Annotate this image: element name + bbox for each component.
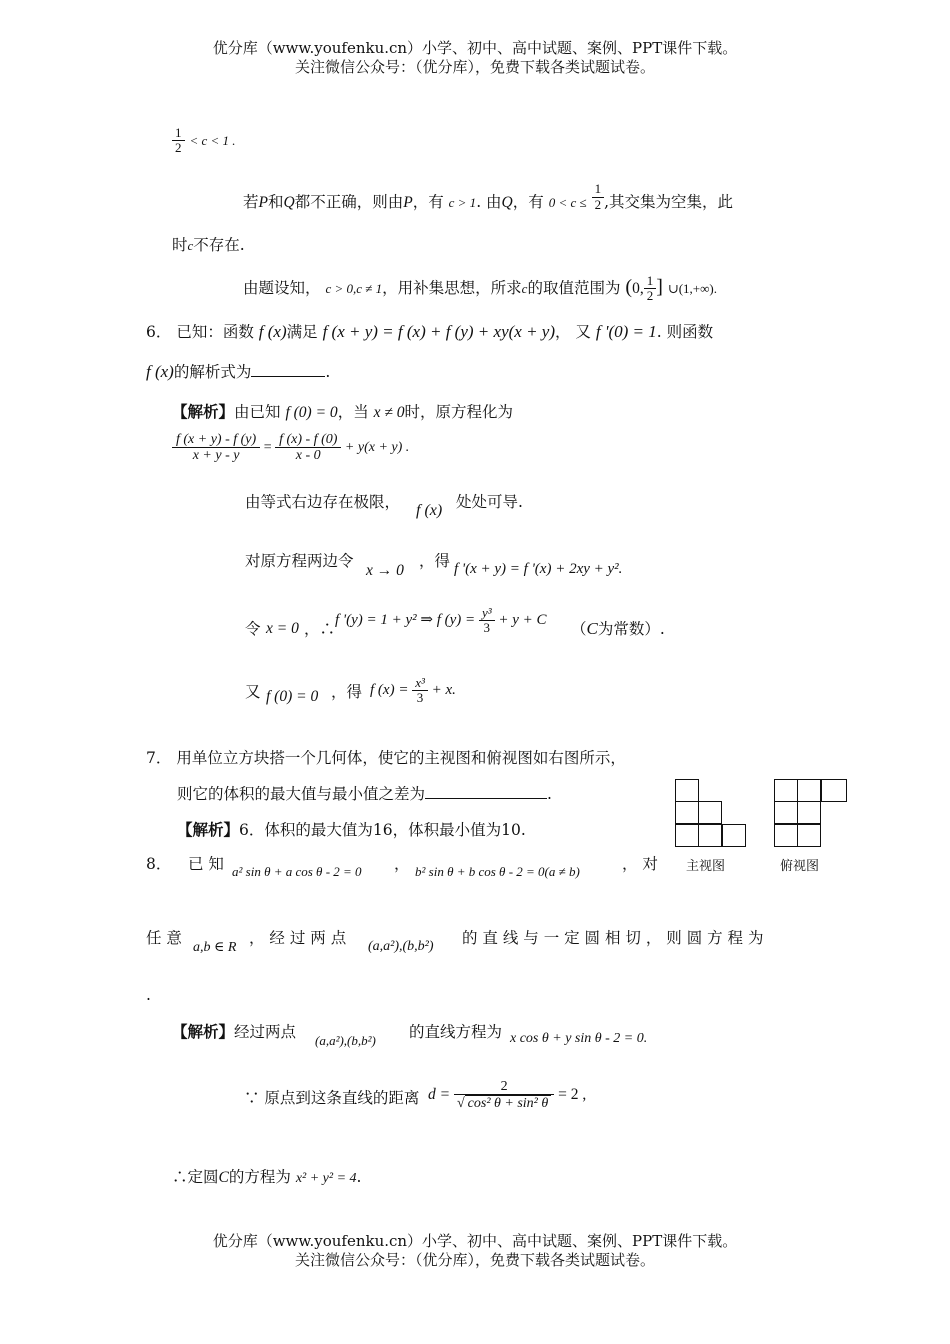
q6-antiderivative (335, 606, 547, 636)
math: f (x) (258, 322, 287, 341)
math: f (x + y) = f (x) + f (y) + xy(x + y) (322, 322, 555, 341)
q7-solution (177, 818, 526, 840)
q8-circle (172, 1165, 361, 1187)
text: ∵ 原点到这条直线的距离 (244, 1089, 420, 1107)
text: 任 意 (146, 929, 182, 947)
solution-label: 【解析】 (177, 820, 240, 839)
text: 和 (267, 193, 284, 211)
text: ，得 (419, 552, 451, 570)
q6-stem-2 (146, 360, 330, 382)
text: . (325, 363, 331, 381)
frac-num: 2 (454, 1079, 554, 1095)
text: 处处可导. (456, 493, 523, 511)
math: x cos θ + y sin θ - 2 = 0 (510, 1031, 644, 1046)
text: （ (571, 620, 587, 638)
text: 的方程为 (228, 1168, 291, 1186)
math: f '(x + y) = f '(x) + 2xy + y² (454, 561, 619, 577)
eq-sign: = (263, 440, 272, 456)
frac-den: 2 (646, 288, 654, 304)
top-view-cube (797, 824, 821, 847)
q6-constant-note (571, 617, 665, 639)
math: + x (431, 682, 453, 699)
footer-line-1: 优分库（www.youfenku.cn）小学、初中、高中试题、案例、PPT课件下载。 (212, 1232, 738, 1250)
text: 若 (243, 193, 259, 211)
text: 又 (245, 683, 261, 701)
text: 用单位立方块搭一个几何体，使它的主视图和俯视图如右图所示， (176, 749, 626, 767)
text: ∴定圆 (172, 1168, 219, 1186)
q8-solution-1 (172, 1020, 296, 1042)
var-c: c (187, 238, 194, 253)
frac-den: 3 (416, 690, 424, 706)
math: + y + C (498, 612, 547, 629)
text: ，得 (331, 683, 363, 701)
var-c: C (218, 1169, 229, 1186)
frac-den: 3 (483, 620, 491, 636)
front-view-cube (675, 824, 699, 847)
math: f (x) = (370, 682, 409, 699)
footer-line-2: 关注微信公众号：（优分库），免费下载各类试题试卷。 (294, 1251, 655, 1269)
q7-stem-1 (146, 746, 626, 768)
text: 满足 (286, 323, 318, 341)
frac-den: x - 0 (295, 448, 321, 464)
math: f (0) = 0 (285, 404, 338, 421)
question-number: 7． (146, 749, 172, 767)
math: f '(0) = 1 (595, 322, 657, 341)
q6-difference-quotient (172, 432, 409, 464)
text: ， 对 (622, 855, 658, 873)
header-line-1: 优分库（www.youfenku.cn）小学、初中、高中试题、案例、PPT课件下载。 (212, 39, 738, 57)
sqrt-icon: √ (456, 1096, 465, 1112)
text: ， 经 过 两 点 (249, 929, 347, 947)
math: a² sin θ + a cos θ - 2 = 0 (232, 864, 362, 879)
text: . (618, 561, 623, 577)
front-view-cube (698, 824, 722, 847)
text: . (547, 785, 552, 803)
header-line-2: 关注微信公众号：（优分库），免费下载各类试题试卷。 (294, 58, 655, 76)
math: b² sin θ + b cos θ - 2 = 0(a ≠ b) (415, 864, 580, 879)
q6-solution-2 (245, 490, 400, 512)
text: 的取值范围为 (527, 278, 621, 297)
text: ，有 (412, 193, 444, 211)
math: x → 0 (366, 562, 404, 579)
bracket-open: ( (625, 275, 633, 298)
text: 则它的体积的最大值与最小值之差为 (177, 785, 426, 803)
text: ，∴ (304, 620, 336, 638)
frac-num: 1 (644, 274, 657, 289)
top-view-cube (774, 801, 798, 824)
frac-num: f (x + y) - f (y) (172, 432, 260, 448)
frac-den: 2 (594, 196, 602, 212)
math: x = 0 (266, 620, 299, 637)
interval-left: 0, (632, 279, 644, 297)
text: 时，原方程化为 (404, 403, 514, 421)
sqrt-body: cos² θ + sin² θ (465, 1095, 552, 1111)
solution-label: 【解析】 (172, 1022, 235, 1041)
bracket-close: ] (656, 275, 663, 298)
q6-stem (146, 320, 713, 342)
text: 已 知 (188, 855, 224, 873)
interval-right: ∪(1,+∞). (667, 280, 717, 296)
text: ，用补集思想，所求 (382, 278, 522, 297)
text: 时 (172, 236, 188, 254)
answer-blank (425, 798, 547, 799)
text: ，当 (337, 403, 369, 421)
text: 令 (245, 620, 261, 638)
math: x² + y² = 4 (295, 1171, 357, 1186)
math: c > 0,c ≠ 1 (325, 280, 383, 296)
text: ， 又 (555, 323, 591, 341)
math: = 2 , (558, 1085, 587, 1103)
frac-num: f (x) - f (0) (275, 432, 341, 448)
prev-para-1-cont (172, 233, 245, 255)
var-q: Q (283, 194, 295, 211)
text: 由已知 (234, 403, 281, 421)
prev-inequality (172, 126, 236, 156)
front-view-cube (675, 779, 699, 802)
math: c > 1 (448, 195, 477, 210)
comma: ， (394, 855, 410, 873)
var-p: P (403, 194, 413, 211)
front-view-cube (722, 824, 746, 847)
text: . (643, 1031, 648, 1046)
top-view-cube (821, 779, 847, 802)
text: . 则函数 (656, 323, 714, 341)
frac-den: x + y - y (192, 448, 240, 464)
solution-label: 【解析】 (172, 402, 235, 421)
text: 由题设知， (243, 278, 321, 297)
top-view-cube (774, 824, 798, 847)
top-view-caption: 俯视图 (780, 859, 820, 874)
front-view-caption: 主视图 (686, 859, 726, 874)
math: f (0) = 0 (266, 688, 319, 705)
text: 已知：函数 (176, 323, 254, 341)
math: (a,a²),(b,b²) (315, 1033, 376, 1048)
math: x ≠ 0 (373, 404, 405, 421)
math: (a,a²),(b,b²) (368, 939, 434, 954)
var-c: C (586, 619, 598, 638)
math: f (x) (146, 362, 174, 381)
math: a,b ∈ R (193, 940, 237, 955)
text: 不存在. (193, 236, 245, 254)
q8-number (146, 852, 171, 874)
text: . (356, 1168, 362, 1186)
math: 0 < c ≤ (548, 195, 587, 210)
question-number: 6． (146, 323, 172, 341)
text: 为常数）. (597, 620, 665, 638)
math: d = (428, 1085, 451, 1103)
q8-line-equation (510, 1031, 647, 1047)
frac-den: 2 (175, 140, 182, 156)
prev-para-1 (243, 181, 734, 212)
text: 6．体积的最大值为16，体积最小值为10. (239, 821, 526, 839)
top-view-cube (774, 779, 798, 802)
text: 由等式右边存在极限， (245, 493, 401, 511)
top-view-cube (797, 801, 821, 824)
front-view-cube (675, 801, 699, 824)
frac-num: x³ (412, 676, 428, 691)
top-view-cube (797, 779, 821, 802)
var-p: P (258, 194, 268, 211)
math: f (x) (416, 502, 443, 519)
q6-result (370, 676, 456, 706)
math: + y(x + y) . (344, 440, 410, 456)
text: 的解析式为 (173, 363, 252, 381)
frac-num: 1 (592, 182, 605, 197)
text: ,其交集为空集，此 (604, 193, 734, 211)
text: 都不正确，则由 (294, 193, 404, 211)
q6-derivative (454, 561, 622, 578)
q8-distance (428, 1079, 586, 1112)
answer-blank (251, 376, 325, 377)
prev-para-2 (243, 274, 717, 304)
ineq-text: < c < 1 . (189, 132, 236, 148)
math: f '(y) = 1 + y² ⇒ f (y) = (335, 612, 476, 629)
text: 的直线方程为 (409, 1023, 503, 1041)
front-view-cube (698, 801, 722, 824)
frac-num: y³ (479, 606, 495, 621)
text: . (146, 986, 151, 1004)
var-c: c (521, 280, 528, 296)
q6-solution-1 (172, 400, 513, 422)
q7-stem-2 (177, 782, 552, 804)
text: ，有 (512, 193, 544, 211)
question-number: 8． (146, 855, 172, 873)
frac-num: 1 (172, 126, 185, 141)
text: 对原方程两边令 (245, 552, 354, 570)
var-q: Q (501, 194, 513, 211)
text: . 由 (476, 193, 502, 211)
text: 经过两点 (234, 1023, 297, 1041)
text: . (452, 682, 456, 699)
text: 的 直 线 与 一 定 圆 相 切 ， 则 圆 方 程 为 (462, 929, 764, 947)
